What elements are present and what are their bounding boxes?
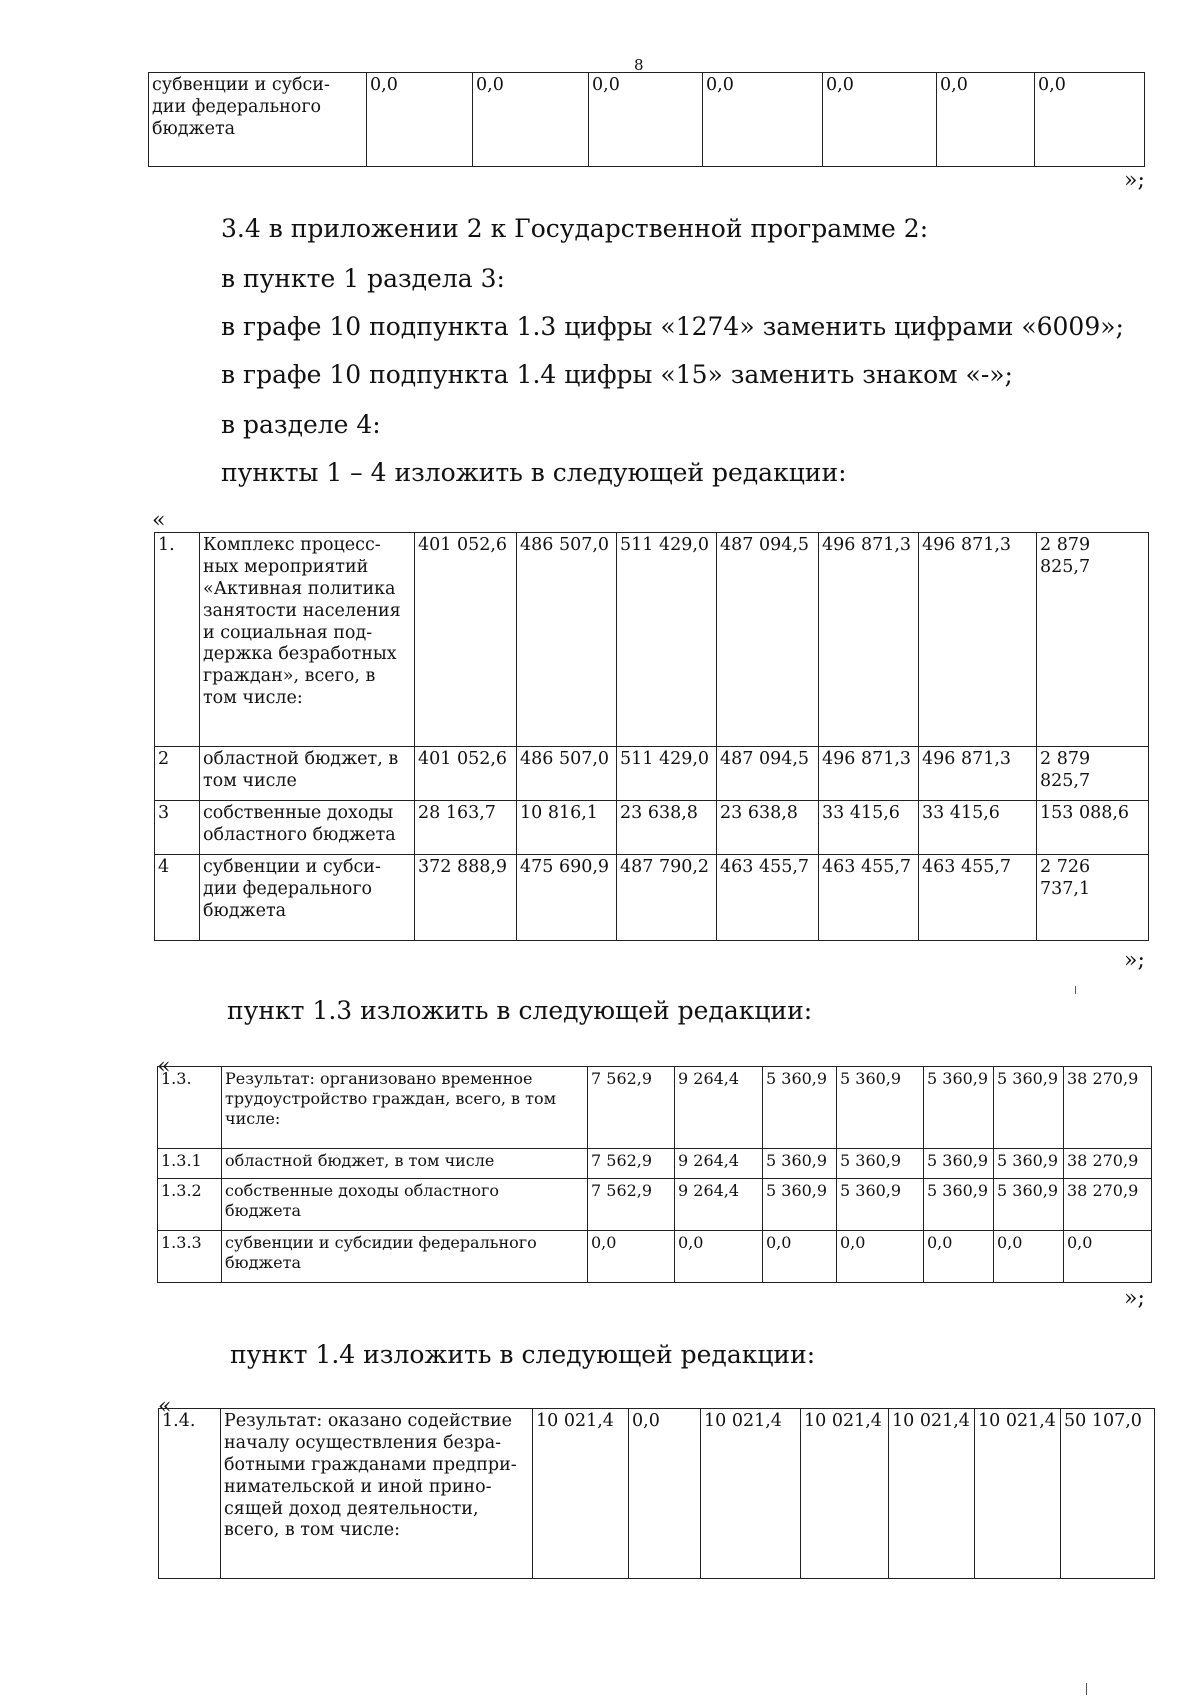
value-cell: 2 879 825,7 [1037,533,1149,747]
value-cell: 33 415,6 [819,801,919,855]
row-number: 1.3.1 [158,1149,222,1179]
row-number: 3 [155,801,200,855]
row-number: 1.4. [159,1409,221,1579]
scan-mark [1086,1683,1087,1695]
value-cell: 33 415,6 [919,801,1037,855]
value-cell: 0,0 [1035,73,1145,167]
row-label: Результат: организовано временное трудоустройство граждан, всего, в том числе: [222,1067,588,1149]
value-cell: 9 264,4 [675,1149,763,1179]
value-cell: 0,0 [924,1231,994,1283]
table-row [158,1149,1152,1179]
paragraph-item: в графе 10 подпункта 1.4 цифры «15» заменить знаком «-»; [221,360,1013,389]
table-row [158,1179,1152,1231]
heading-item-1-4: пункт 1.4 изложить в следующей редакции: [230,1340,816,1369]
value-cell: 487 094,5 [717,747,819,801]
value-cell: 5 360,9 [994,1179,1064,1231]
value-cell: 0,0 [937,73,1035,167]
value-cell: 2 879 825,7 [1037,747,1149,801]
value-cell: 486 507,0 [517,747,617,801]
row-label: областной бюджет, в том числе [222,1149,588,1179]
table-row [155,533,1149,747]
value-cell: 0,0 [629,1409,701,1579]
value-cell: 5 360,9 [924,1149,994,1179]
value-cell: 7 562,9 [588,1149,675,1179]
value-cell: 28 163,7 [415,801,517,855]
row-number: 1.3.3 [158,1231,222,1283]
value-cell: 496 871,3 [919,747,1037,801]
value-cell: 38 270,9 [1064,1179,1152,1231]
value-cell: 10 021,4 [701,1409,801,1579]
opening-quote: « [158,1394,172,1419]
closing-quote: »; [1124,948,1145,973]
paragraph-item: в пункте 1 раздела 3: [221,264,505,293]
table-row [158,1231,1152,1283]
row-label: субвенции и субси- дии федерального бюджета [149,73,367,167]
value-cell: 7 562,9 [588,1179,675,1231]
value-cell: 0,0 [837,1231,924,1283]
value-cell: 486 507,0 [517,533,617,747]
row-label: собственные доходы областного бюджета [200,801,415,855]
page-number: 8 [634,56,644,74]
value-cell: 10 816,1 [517,801,617,855]
row-label: собственные доходы областного бюджета [222,1179,588,1231]
closing-quote: »; [1124,168,1145,193]
value-cell: 0,0 [994,1231,1064,1283]
row-label: областной бюджет, в том числе [200,747,415,801]
row-label: Комплекс процесс- ных мероприятий «Активная политика занятости населения и социальная под- держка безработных граждан», всего, в том числе: [200,533,415,747]
table-row [149,73,1145,167]
value-cell: 372 888,9 [415,855,517,941]
table-item-1-3 [157,1066,1152,1283]
value-cell: 487 094,5 [717,533,819,747]
value-cell: 7 562,9 [588,1067,675,1149]
value-cell: 5 360,9 [763,1067,837,1149]
value-cell: 10 021,4 [801,1409,889,1579]
value-cell: 5 360,9 [994,1149,1064,1179]
table-row [158,1067,1152,1149]
value-cell: 38 270,9 [1064,1149,1152,1179]
value-cell: 5 360,9 [837,1179,924,1231]
value-cell: 38 270,9 [1064,1067,1152,1149]
value-cell: 0,0 [473,73,589,167]
value-cell: 5 360,9 [924,1067,994,1149]
value-cell: 10 021,4 [889,1409,975,1579]
table-row [155,801,1149,855]
value-cell: 496 871,3 [919,533,1037,747]
value-cell: 5 360,9 [763,1149,837,1179]
value-cell: 401 052,6 [415,747,517,801]
value-cell: 463 455,7 [717,855,819,941]
value-cell: 487 790,2 [617,855,717,941]
value-cell: 10 021,4 [975,1409,1061,1579]
value-cell: 0,0 [588,1231,675,1283]
scan-mark [1075,986,1076,994]
opening-quote: « [152,508,166,533]
table-row [155,747,1149,801]
value-cell: 23 638,8 [617,801,717,855]
row-number: 1.3.2 [158,1179,222,1231]
value-cell: 0,0 [823,73,937,167]
value-cell: 511 429,0 [617,747,717,801]
value-cell: 496 871,3 [819,533,919,747]
value-cell: 0,0 [763,1231,837,1283]
row-number: 2 [155,747,200,801]
row-label: субвенции и субси- дии федерального бюджета [200,855,415,941]
row-number: 1.3. [158,1067,222,1149]
value-cell: 463 455,7 [819,855,919,941]
value-cell: 0,0 [1064,1231,1152,1283]
paragraph-item: 3.4 в приложении 2 к Государственной программе 2: [221,214,929,243]
top-table [148,72,1145,167]
value-cell: 511 429,0 [617,533,717,747]
value-cell: 23 638,8 [717,801,819,855]
value-cell: 5 360,9 [763,1179,837,1231]
heading-item-1-3: пункт 1.3 изложить в следующей редакции: [227,996,813,1025]
table-item-1-4 [158,1408,1155,1579]
value-cell: 463 455,7 [919,855,1037,941]
value-cell: 153 088,6 [1037,801,1149,855]
table-row [155,855,1149,941]
value-cell: 5 360,9 [837,1067,924,1149]
value-cell: 0,0 [589,73,703,167]
value-cell: 9 264,4 [675,1179,763,1231]
value-cell: 50 107,0 [1061,1409,1155,1579]
value-cell: 0,0 [675,1231,763,1283]
closing-quote: »; [1124,1286,1145,1311]
paragraph-item: пункты 1 – 4 изложить в следующей редакции: [221,458,847,487]
value-cell: 496 871,3 [819,747,919,801]
table-section-4 [154,532,1149,941]
row-number: 4 [155,855,200,941]
value-cell: 401 052,6 [415,533,517,747]
value-cell: 0,0 [367,73,473,167]
paragraph-item: в графе 10 подпункта 1.3 цифры «1274» заменить цифрами «6009»; [221,312,1124,341]
value-cell: 5 360,9 [837,1149,924,1179]
value-cell: 9 264,4 [675,1067,763,1149]
row-number: 1. [155,533,200,747]
value-cell: 2 726 737,1 [1037,855,1149,941]
value-cell: 5 360,9 [994,1067,1064,1149]
value-cell: 475 690,9 [517,855,617,941]
table-row [159,1409,1155,1579]
value-cell: 0,0 [703,73,823,167]
row-label: Результат: оказано содействие началу осуществления безра- ботными гражданами предпри- нимательской и иной прино- сящей доход деятельности, всего, в том числе: [221,1409,533,1579]
value-cell: 10 021,4 [533,1409,629,1579]
opening-quote: « [157,1054,171,1079]
paragraph-item: в разделе 4: [221,410,381,439]
row-label: субвенции и субсидии федерального бюджета [222,1231,588,1283]
value-cell: 5 360,9 [924,1179,994,1231]
